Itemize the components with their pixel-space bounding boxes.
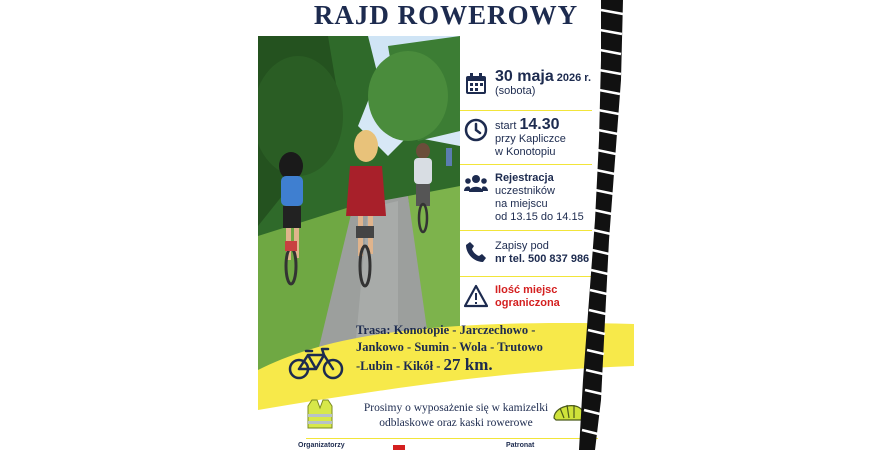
organizer-logo bbox=[393, 445, 405, 450]
organizers-label: Organizatorzy bbox=[298, 442, 345, 449]
patron-label: Patronat bbox=[506, 442, 535, 449]
date-row bbox=[460, 64, 592, 111]
event-info-panel bbox=[460, 64, 594, 316]
equipment-line2: odblaskowe oraz kaski rowerowe bbox=[379, 417, 533, 429]
clock-icon bbox=[464, 118, 488, 142]
route-line2: Jankowo - Sumin - Wola - Trutowo bbox=[356, 340, 543, 354]
event-date: 30 maja bbox=[495, 68, 554, 85]
event-poster bbox=[258, 0, 634, 450]
start-place-line2: w Konotopiu bbox=[495, 146, 556, 158]
start-place-line1: przy Kapliczce bbox=[495, 133, 566, 145]
registration-row bbox=[460, 166, 592, 231]
poster-title: RAJD ROWEROWY bbox=[313, 0, 579, 30]
vest-icon bbox=[306, 398, 334, 430]
signup-row bbox=[460, 232, 592, 277]
start-time: 14.30 bbox=[519, 116, 560, 133]
start-row bbox=[460, 112, 592, 165]
registration-line1: Rejestracja bbox=[495, 172, 554, 184]
registration-line2: uczestników bbox=[495, 185, 555, 197]
route-line3: -Lubin - Kikół - bbox=[356, 359, 441, 373]
bicycle-icon bbox=[288, 345, 344, 381]
calendar-icon bbox=[464, 72, 488, 96]
limit-line1: Ilość miejsc bbox=[495, 284, 558, 296]
people-icon bbox=[464, 172, 488, 196]
limit-line2: ograniczona bbox=[495, 297, 560, 309]
equipment-line1: Prosimy o wyposażenie się w kamizelki bbox=[363, 402, 549, 414]
tire-tread-decoration bbox=[579, 0, 629, 450]
route-description bbox=[356, 322, 566, 375]
route-distance: 27 km. bbox=[443, 355, 493, 374]
start-label: start bbox=[495, 120, 517, 132]
registration-line3: na miejscu bbox=[495, 198, 548, 210]
equipment-row bbox=[306, 398, 598, 439]
phone-icon bbox=[464, 240, 488, 264]
event-year: 2026 r. bbox=[556, 72, 592, 84]
signup-line1: Zapisy pod bbox=[495, 240, 549, 252]
warning-icon bbox=[464, 284, 488, 308]
signup-line2: nr tel. 500 837 986 bbox=[495, 253, 590, 265]
registration-line4: od 13.15 do 14.15 bbox=[495, 211, 584, 223]
route-line1: Trasa: Konotopie - Jarczechowo - bbox=[356, 323, 536, 337]
event-weekday: (sobota) bbox=[495, 85, 536, 97]
